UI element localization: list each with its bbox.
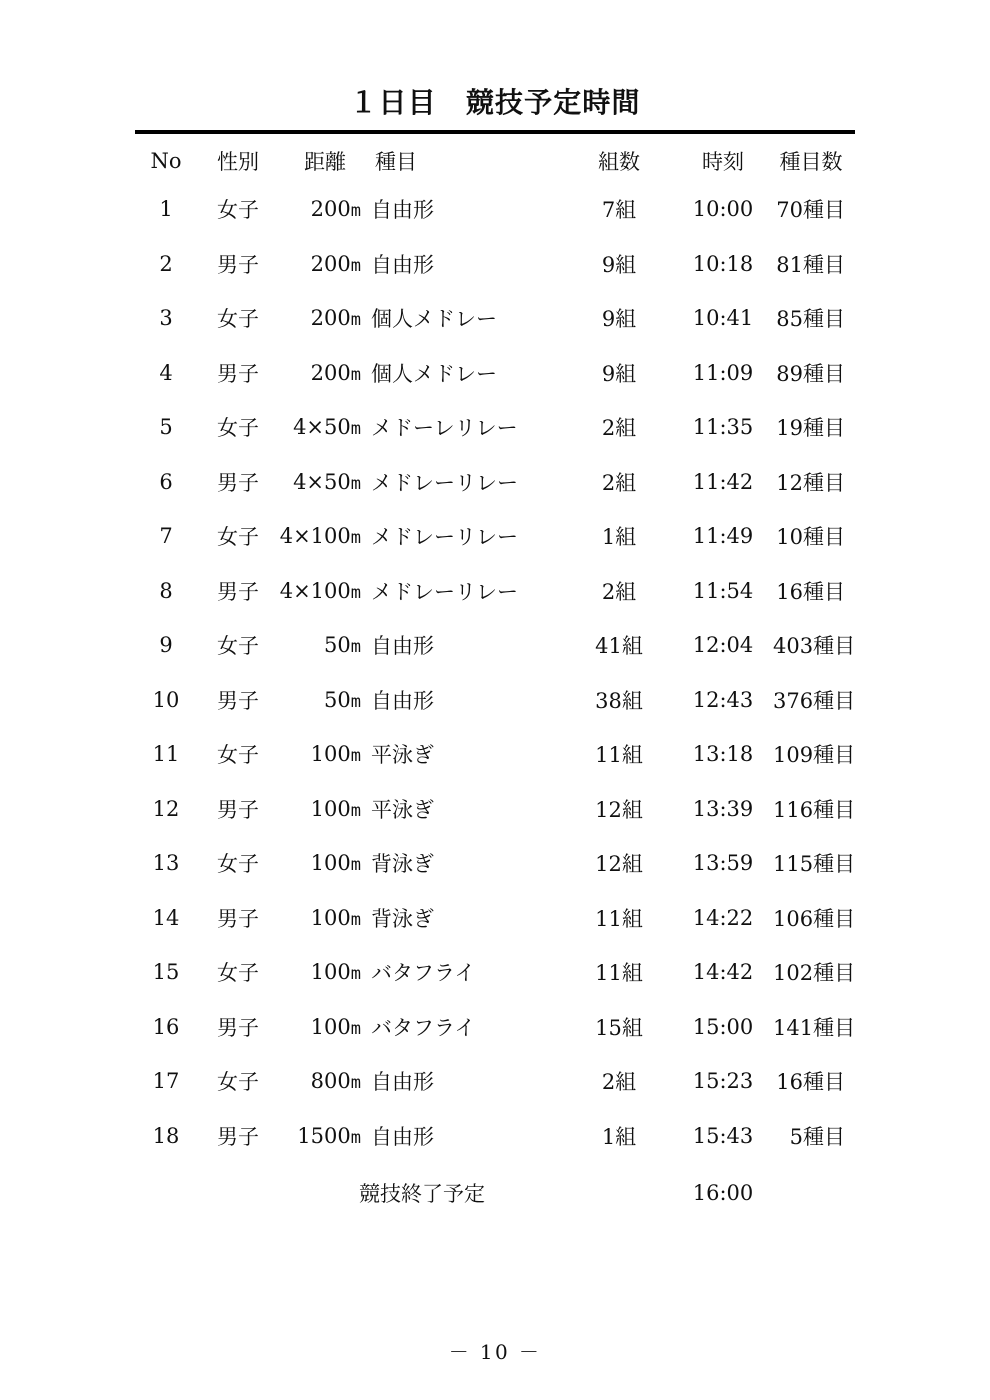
cell-event: 平泳ぎ (371, 797, 434, 822)
cell-no: 11 (152, 742, 180, 767)
table-footer (135, 1163, 855, 1223)
cell-no: 15 (152, 960, 180, 985)
cell-distance: 4×50m (293, 415, 361, 440)
cell-no: 1 (159, 197, 173, 222)
cell-sex: 女子 (217, 961, 259, 986)
cell-time: 11:35 (692, 415, 754, 440)
cell-time: 11:49 (692, 524, 754, 549)
cell-distance: 200m (310, 197, 361, 222)
cell-heats: 2組 (601, 579, 637, 604)
cell-time: 14:22 (692, 905, 754, 930)
finish-spacer-heats (565, 1163, 673, 1223)
cell-event: 個人メドレー (371, 307, 497, 332)
cell-distance: 100m (310, 960, 361, 985)
cell-distance: 100m (310, 851, 361, 876)
cell-distance: 200m (310, 360, 361, 385)
cell-event-count: 141種目 (773, 1015, 856, 1040)
cell-event: メドレーリレー (371, 470, 518, 495)
cell-event: 背泳ぎ (371, 852, 434, 877)
cell-distance: 200m (310, 306, 361, 331)
cell-distance: 800m (310, 1069, 361, 1094)
table-row (135, 1109, 855, 1164)
cell-sex: 女子 (217, 525, 259, 550)
cell-heats: 11組 (595, 961, 643, 986)
cell-heats: 7組 (601, 198, 637, 223)
cell-event-count: 89種目 (776, 361, 845, 386)
table-row (135, 836, 855, 891)
finish-spacer-no (135, 1163, 197, 1223)
cell-heats: 9組 (601, 252, 637, 277)
table-row (135, 1000, 855, 1055)
competition-schedule-table (135, 140, 855, 1223)
cell-time: 12:43 (692, 687, 754, 712)
cell-event: メドーレリレー (371, 416, 518, 441)
cell-event-count: 85種目 (776, 307, 845, 332)
cell-time: 10:18 (692, 251, 754, 276)
cell-event: 自由形 (371, 1070, 434, 1095)
cell-event: メドレーリレー (371, 579, 518, 604)
cell-distance: 50m (324, 633, 361, 658)
cell-no: 8 (159, 578, 173, 603)
cell-event: 個人メドレー (371, 361, 497, 386)
cell-event-count: 81種目 (776, 252, 845, 277)
cell-heats: 11組 (595, 906, 643, 931)
cell-time: 13:39 (692, 796, 754, 821)
table-row (135, 618, 855, 673)
cell-event: 自由形 (371, 1124, 434, 1149)
cell-no: 12 (152, 796, 180, 821)
cell-event-count: 116種目 (773, 797, 856, 822)
cell-distance: 200m (310, 251, 361, 276)
cell-no: 14 (152, 905, 180, 930)
finish-label: 競技終了予定 (359, 1182, 485, 1206)
cell-event: バタフライ (371, 961, 476, 986)
cell-event: 自由形 (371, 198, 434, 223)
cell-time: 11:54 (692, 578, 754, 603)
cell-event-count: 403種目 (773, 634, 856, 659)
cell-event: 平泳ぎ (371, 743, 434, 768)
cell-heats: 12組 (595, 797, 643, 822)
cell-no: 16 (152, 1014, 180, 1039)
cell-heats: 1組 (601, 525, 637, 550)
cell-no: 10 (152, 687, 180, 712)
cell-event-count: 115種目 (773, 852, 856, 877)
table-row (135, 782, 855, 837)
cell-no: 5 (159, 415, 173, 440)
cell-distance: 100m (310, 905, 361, 930)
cell-event: 自由形 (371, 688, 434, 713)
table-row (135, 1054, 855, 1109)
cell-distance: 4×50m (293, 469, 361, 494)
column-header-sex: 性別 (217, 150, 259, 174)
cell-time: 12:04 (692, 633, 754, 658)
page-title: １日目 競技予定時間 (349, 86, 641, 119)
cell-time: 15:43 (692, 1123, 754, 1148)
table-row (135, 945, 855, 1000)
cell-event-count: 102種目 (773, 961, 856, 986)
cell-heats: 41組 (595, 634, 643, 659)
cell-sex: 男子 (217, 252, 259, 277)
cell-event: 自由形 (371, 252, 434, 277)
cell-time: 11:09 (692, 360, 754, 385)
cell-heats: 1組 (601, 1124, 637, 1149)
cell-heats: 15組 (595, 1015, 643, 1040)
cell-event: バタフライ (371, 1015, 476, 1040)
cell-sex: 男子 (217, 797, 259, 822)
page-number: － 10 － (448, 1340, 542, 1364)
table-row (135, 509, 855, 564)
cell-distance: 100m (310, 796, 361, 821)
column-header-event: 種目 (375, 150, 417, 174)
cell-no: 9 (159, 633, 173, 658)
cell-no: 4 (159, 360, 173, 385)
cell-distance: 4×100m (279, 578, 361, 603)
cell-event-count: 109種目 (773, 743, 856, 768)
cell-sex: 男子 (217, 361, 259, 386)
table-body (135, 182, 855, 1163)
cell-no: 3 (159, 306, 173, 331)
cell-sex: 女子 (217, 634, 259, 659)
cell-distance: 4×100m (279, 524, 361, 549)
table-row (135, 291, 855, 346)
cell-time: 10:41 (692, 306, 754, 331)
cell-distance: 1500m (297, 1123, 361, 1148)
cell-sex: 女子 (217, 1070, 259, 1095)
table-header-row (135, 140, 855, 182)
table-row (135, 400, 855, 455)
cell-time: 11:42 (692, 469, 754, 494)
cell-no: 18 (152, 1123, 180, 1148)
cell-no: 17 (152, 1069, 180, 1094)
table-row (135, 673, 855, 728)
cell-distance: 100m (310, 1014, 361, 1039)
cell-event-count: 16種目 (776, 579, 845, 604)
table-header (135, 140, 855, 182)
column-header-heats: 組数 (598, 150, 640, 174)
cell-time: 14:42 (692, 960, 754, 985)
cell-sex: 男子 (217, 470, 259, 495)
cell-time: 13:59 (692, 851, 754, 876)
cell-event-count: 16種目 (776, 1070, 845, 1095)
cell-no: 6 (159, 469, 173, 494)
cell-no: 7 (159, 524, 173, 549)
finish-spacer-sex (197, 1163, 279, 1223)
cell-event-count: 376種目 (773, 688, 856, 713)
table-row (135, 455, 855, 510)
cell-event: 背泳ぎ (371, 906, 434, 931)
cell-distance: 50m (324, 687, 361, 712)
cell-event-count: 19種目 (776, 416, 845, 441)
cell-heats: 12組 (595, 852, 643, 877)
cell-sex: 男子 (217, 1015, 259, 1040)
cell-no: 2 (159, 251, 173, 276)
cell-sex: 女子 (217, 743, 259, 768)
header-divider-rule (135, 130, 855, 134)
cell-sex: 女子 (217, 307, 259, 332)
cell-sex: 男子 (217, 579, 259, 604)
cell-event-count: 70種目 (776, 198, 845, 223)
cell-heats: 38組 (595, 688, 643, 713)
cell-time: 15:23 (692, 1069, 754, 1094)
finish-spacer-count (773, 1163, 855, 1223)
cell-sex: 男子 (217, 688, 259, 713)
cell-sex: 女子 (217, 852, 259, 877)
cell-event-count: 106種目 (773, 906, 856, 931)
column-header-time: 時刻 (702, 150, 744, 174)
table-row (135, 727, 855, 782)
column-header-event-count: 種目数 (779, 150, 843, 174)
finish-row (135, 1163, 855, 1223)
cell-sex: 女子 (217, 416, 259, 441)
finish-time: 16:00 (692, 1181, 754, 1205)
table-row (135, 564, 855, 619)
cell-heats: 2組 (601, 470, 637, 495)
cell-time: 15:00 (692, 1014, 754, 1039)
cell-event: メドレーリレー (371, 525, 518, 550)
table-row (135, 346, 855, 401)
cell-heats: 11組 (595, 743, 643, 768)
table-row (135, 891, 855, 946)
cell-sex: 女子 (217, 198, 259, 223)
cell-event-count: 5種目 (789, 1124, 845, 1149)
cell-event: 自由形 (371, 634, 434, 659)
cell-time: 13:18 (692, 742, 754, 767)
cell-distance: 100m (310, 742, 361, 767)
cell-event-count: 10種目 (776, 525, 845, 550)
column-header-distance: 距離 (304, 150, 346, 174)
cell-event-count: 12種目 (776, 470, 845, 495)
column-header-no: No (150, 149, 182, 173)
cell-sex: 男子 (217, 1124, 259, 1149)
cell-heats: 9組 (601, 361, 637, 386)
cell-heats: 9組 (601, 307, 637, 332)
cell-heats: 2組 (601, 416, 637, 441)
cell-heats: 2組 (601, 1070, 637, 1095)
cell-no: 13 (152, 851, 180, 876)
table-row (135, 237, 855, 292)
cell-sex: 男子 (217, 906, 259, 931)
cell-time: 10:00 (692, 197, 754, 222)
table-row (135, 182, 855, 237)
